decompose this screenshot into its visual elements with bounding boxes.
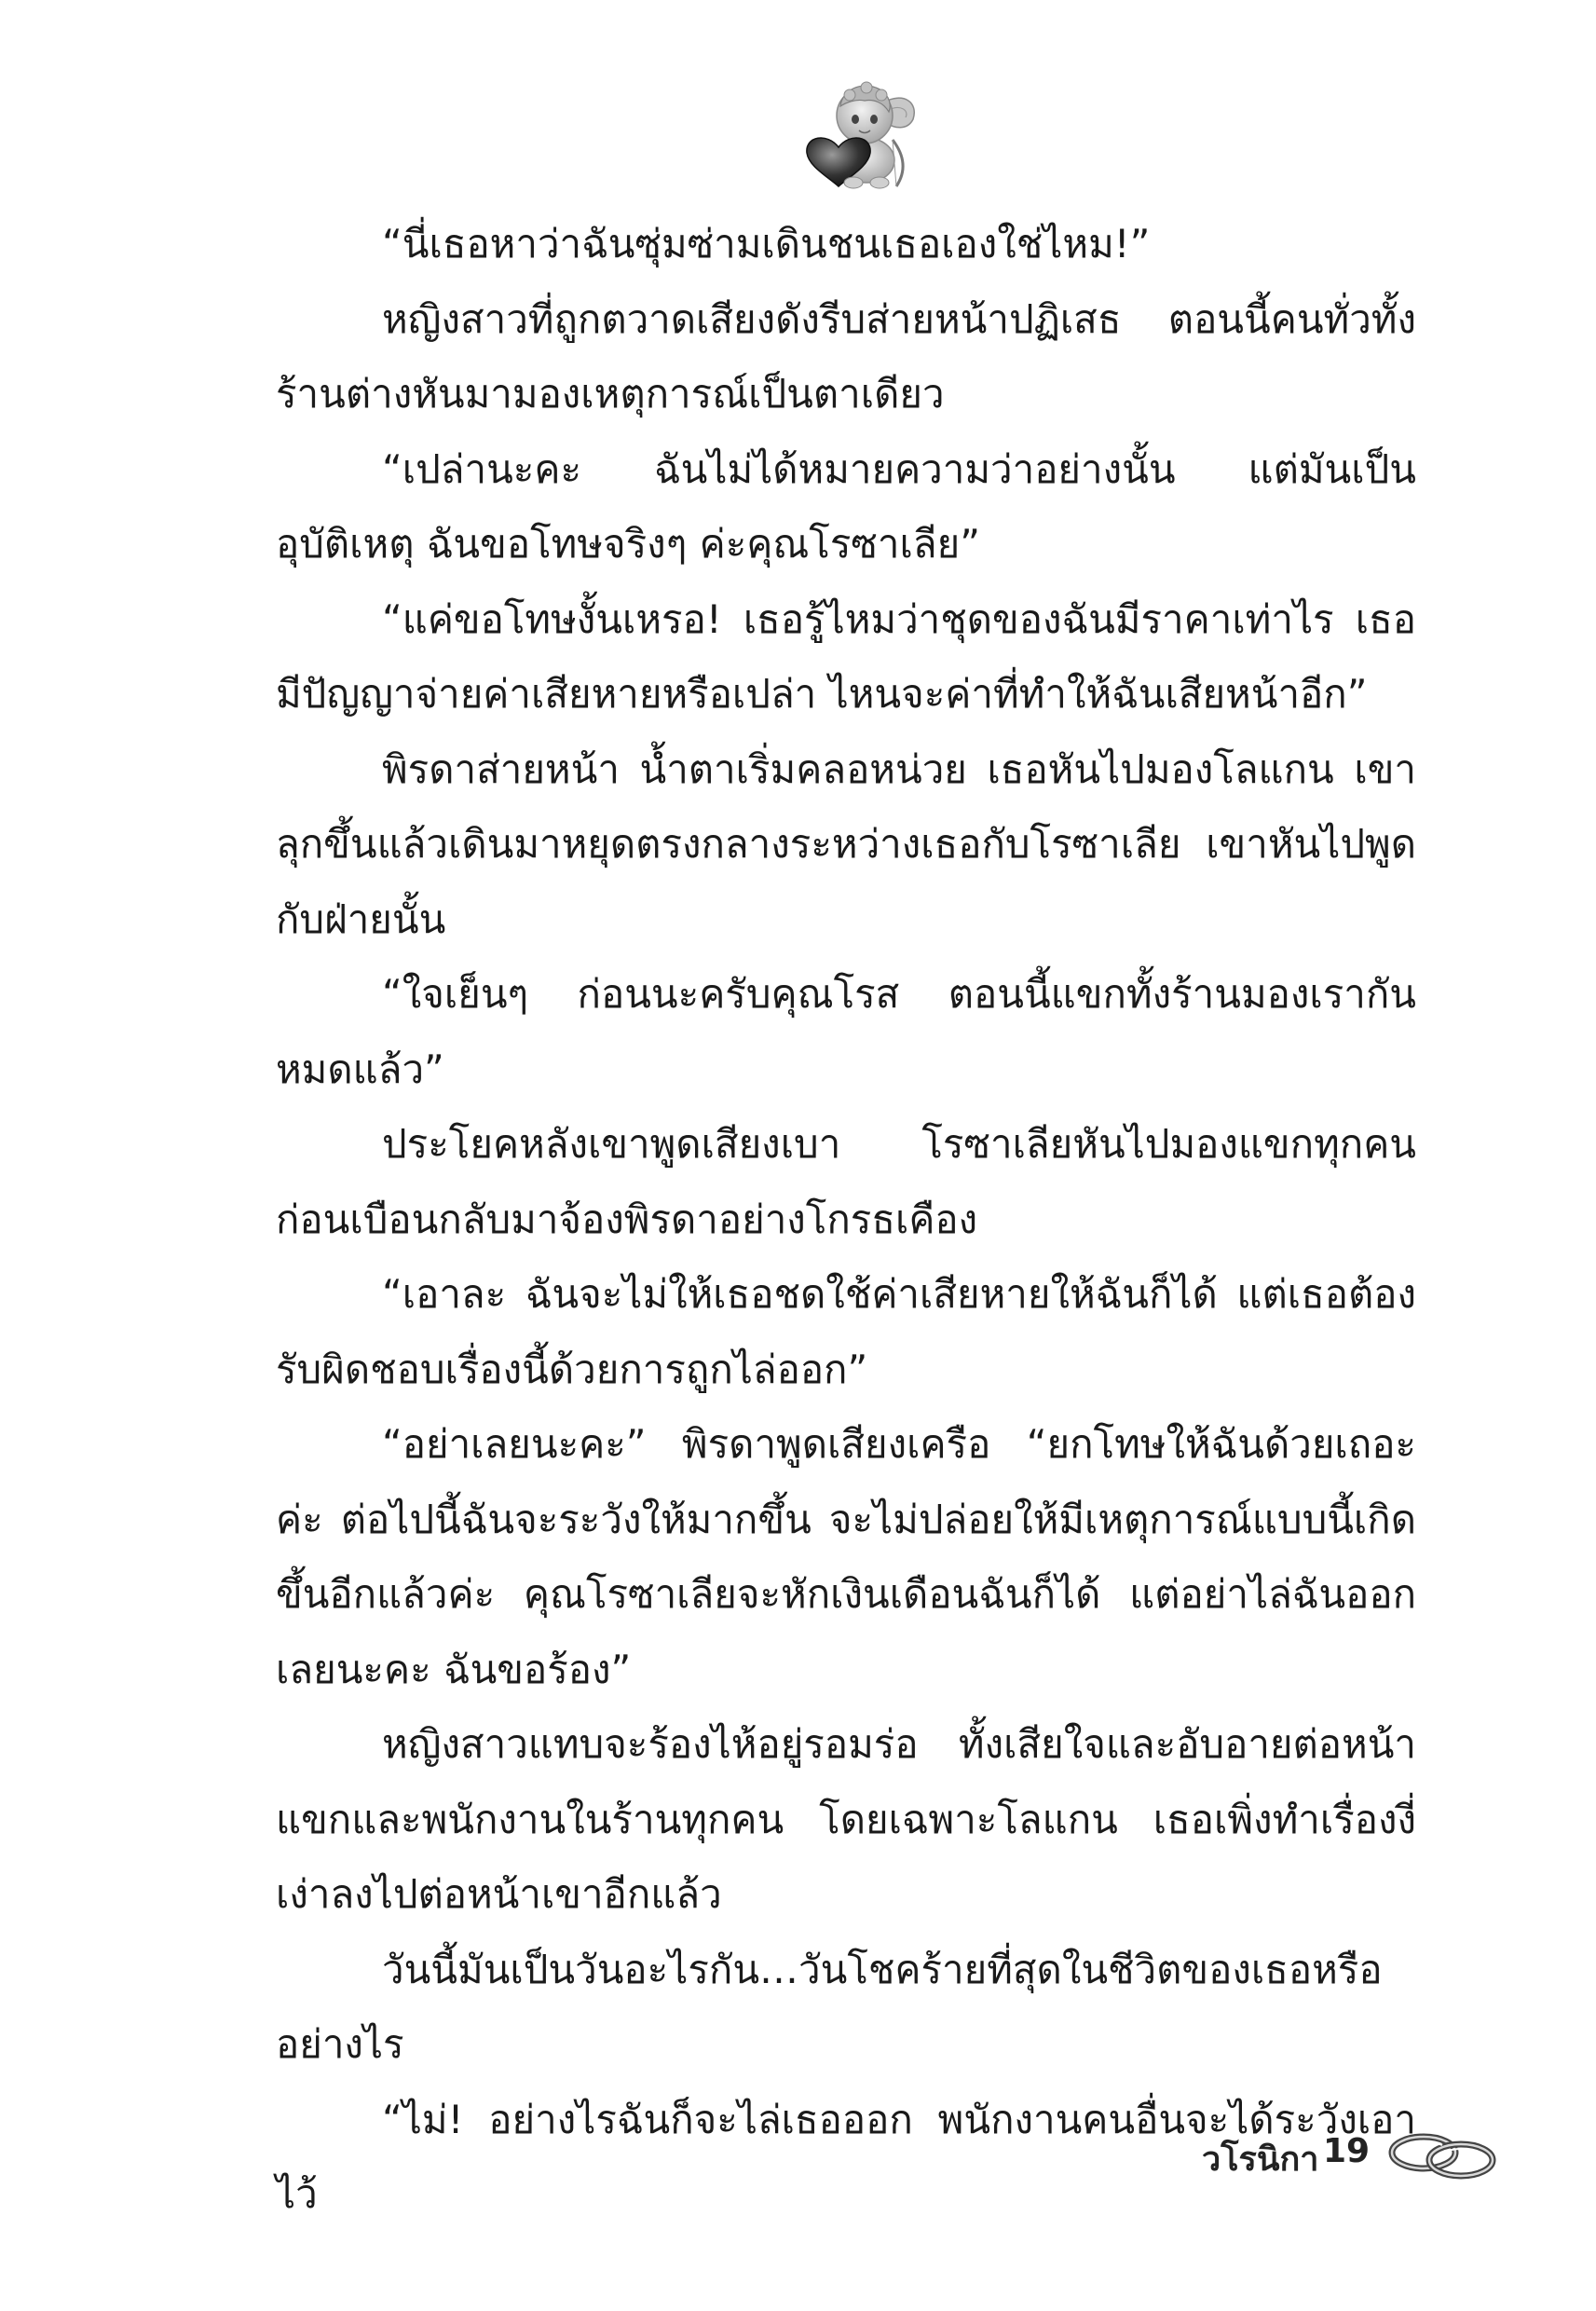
paragraph: วันนี้มันเป็นวันอะไรกัน…วันโชคร้ายที่สุดในชีวิตของเธอหรืออย่างไร <box>276 1946 1383 2067</box>
paragraph: ประโยคหลังเขาพูดเสียงเบา โรซาเลียหันไปมองแขกทุกคน ก่อนเบือนกลับมาจ้องพิรดาอย่างโกรธเคือง <box>276 1121 1416 1242</box>
story-text <box>276 207 1416 2233</box>
paragraph: พิรดาส่ายหน้า น้ำตาเริ่มคลอหน่วย เธอหันไปมองโลแกน เขาลุกขึ้นแล้วเดินมาหยุดตรงกลางระหว่างเธอกับโรซาเลีย เขาหันไปพูดกับฝ่ายนั้น <box>276 745 1416 942</box>
paragraph: “แค่ขอโทษงั้นเหรอ! เธอรู้ไหมว่าชุดของฉันมีราคาเท่าไร เธอมีปัญญาจ่ายค่าเสียหายหรือเปล่า ไหนจะค่าที่ทำให้ฉันเสียหน้าอีก” <box>276 595 1416 717</box>
footer-author: วโรนิกา <box>1202 2140 1319 2179</box>
paragraph: “เอาละ ฉันจะไม่ให้เธอชดใช้ค่าเสียหายให้ฉันก็ได้ แต่เธอต้องรับผิดชอบเรื่องนี้ด้วยการถูกไล่ออก” <box>276 1271 1416 1392</box>
cherub-heart-icon <box>792 75 922 191</box>
paragraph: “ใจเย็นๆ ก่อนนะครับคุณโรส ตอนนี้แขกทั้งร้านมองเรากันหมดแล้ว” <box>276 971 1416 1092</box>
page-number: 19 <box>1323 2132 1371 2170</box>
wedding-rings-icon <box>1386 2125 1500 2186</box>
paragraph: “นี่เธอหาว่าฉันซุ่มซ่ามเดินชนเธอเองใช่ไหม!” <box>382 221 1151 267</box>
paragraph: “ไม่! อย่างไรฉันก็จะไล่เธอออก พนักงานคนอื่นจะได้ระวังเอาไว้ <box>276 2096 1416 2217</box>
paragraph: หญิงสาวแทบจะร้องไห้อยู่รอมร่อ ทั้งเสียใจและอับอายต่อหน้าแขกและพนักงานในร้านทุกคน โดยเฉพาะโลแกน เธอเพิ่งทำเรื่องงี่เง่าลงไปต่อหน้าเขาอีกแล้ว <box>276 1721 1416 1917</box>
page-footer <box>1202 2121 1519 2195</box>
paragraph: “เปล่านะคะ ฉันไม่ได้หมายความว่าอย่างนั้น แต่มันเป็นอุบัติเหตุ ฉันขอโทษจริงๆ ค่ะคุณโรซาเลีย” <box>276 445 1416 567</box>
paragraph: หญิงสาวที่ถูกตวาดเสียงดังรีบส่ายหน้าปฏิเสธ ตอนนี้คนทั่วทั้งร้านต่างหันมามองเหตุการณ์เป็นตาเดียว <box>276 295 1416 417</box>
paragraph: “อย่าเลยนะคะ” พิรดาพูดเสียงเครือ “ยกโทษให้ฉันด้วยเถอะค่ะ ต่อไปนี้ฉันจะระวังให้มากขึ้น จะไม่ปล่อยให้มีเหตุการณ์แบบนี้เกิดขึ้นอีกแล้วค่ะ คุณโรซาเลียจะหักเงินเดือนฉันก็ได้ แต่อย่าไล่ฉันออกเลยนะคะ ฉันขอร้อง” <box>276 1421 1416 1692</box>
